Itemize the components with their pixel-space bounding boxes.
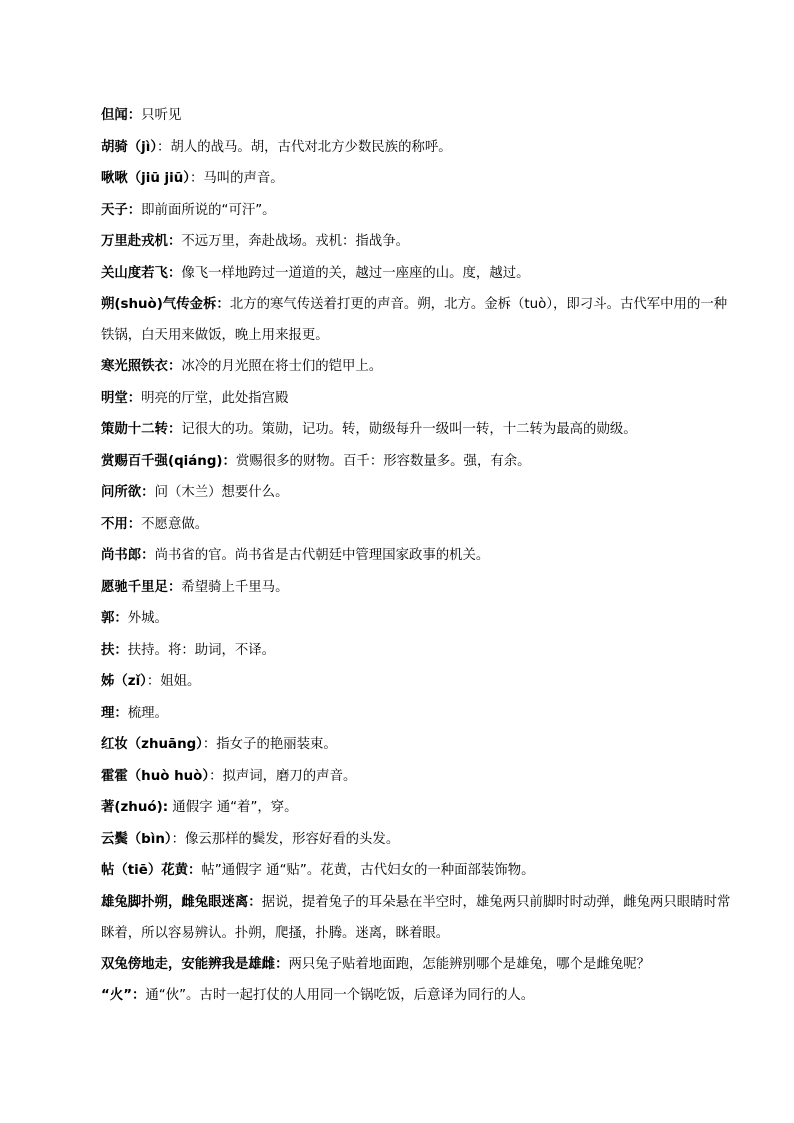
- annotation-definition: 梳理。: [127, 705, 168, 721]
- annotation-term: 关山度若飞：: [101, 265, 182, 281]
- annotation-entry: [101, 980, 731, 1012]
- annotation-term: 著(zhuó):: [101, 800, 169, 815]
- annotation-entry: [101, 163, 731, 195]
- annotation-entry: [101, 477, 731, 509]
- annotation-term: 尚书郎：: [101, 548, 155, 563]
- annotation-term: 郭：: [101, 611, 128, 626]
- annotation-definition: 外城。: [127, 611, 168, 626]
- annotation-term: 啾啾（jiū jiū）: [101, 171, 190, 186]
- annotation-entry: [101, 195, 731, 227]
- annotation-term: 雄兔脚扑朔，雌兔眼迷离：: [101, 894, 262, 910]
- annotation-term: 万里赴戎机：: [101, 234, 182, 249]
- annotation-definition: 通“伙”。古时一起打仗的人用同一个锅吃饭，后意译为同行的人。: [145, 988, 535, 1003]
- annotation-entry: [101, 635, 731, 667]
- annotation-term: 明堂：: [101, 390, 142, 406]
- annotation-entry: [101, 540, 731, 572]
- annotation-entry: [101, 698, 731, 730]
- annotation-definition: 记很大的功。策勋，记功。转，勋级每升一级叫一转，十二转为最高的勋级。: [181, 422, 637, 437]
- annotation-entry: [101, 351, 731, 383]
- annotation-entry: [101, 855, 731, 887]
- annotation-term: “火”：: [101, 988, 146, 1003]
- annotation-term: 愿驰千里足：: [101, 579, 182, 595]
- annotation-term: 但闻：: [101, 108, 142, 123]
- annotation-definition: ：指女子的艳丽装束。: [202, 737, 337, 752]
- annotation-entry: [101, 824, 731, 856]
- annotation-entry: [101, 414, 731, 446]
- annotation-definition: 据说，提着兔子的耳朵悬在半空时，雄兔两只前脚时时动弹，雌兔两只眼睛时常眯着，所以容易辨认。扑朔，爬搔，扑腾。迷离，眯着眼。: [101, 894, 731, 941]
- annotation-term: 云鬓（bìn）: [101, 831, 172, 847]
- annotation-entry: [101, 383, 731, 415]
- annotation-term: 霍霍（huò huò）: [101, 768, 210, 784]
- annotation-entry: [101, 226, 731, 258]
- annotation-definition: 不远万里，奔赴战场。戎机：指战争。: [181, 234, 409, 249]
- annotation-term: 朔(shuò)气传金柝：: [101, 297, 230, 312]
- annotation-definition: 不愿意做。: [141, 516, 209, 532]
- annotation-term: 姊（zǐ）: [101, 674, 147, 689]
- annotation-entry: [101, 572, 731, 604]
- annotation-term: 帖（tiē）花黄：: [101, 863, 202, 878]
- annotation-entry: [101, 666, 731, 698]
- annotation-definition: 两只兔子贴着地面跑，怎能辨别哪个是雄兔，哪个是雌兔呢？: [288, 956, 651, 972]
- annotation-term: 理：: [101, 705, 128, 721]
- annotation-definition: 像飞一样地跨过一道道的关，越过一座座的山。度，越过。: [181, 265, 530, 281]
- annotation-term: 问所欲：: [101, 485, 155, 500]
- annotation-entry: [101, 446, 731, 478]
- annotation-definition: 尚书省的官。尚书省是古代朝廷中管理国家政事的机关。: [154, 548, 490, 563]
- annotation-definition: ：像云那样的鬓发，形容好看的头发。: [171, 831, 400, 847]
- annotation-definition: 通假字 通“着”，穿。: [168, 800, 298, 815]
- annotation-entry: [101, 100, 731, 132]
- annotation-entry: [101, 761, 731, 793]
- annotation-entry: [101, 132, 731, 164]
- annotation-definition: ：马叫的声音。: [189, 171, 284, 186]
- annotation-definition: ：姐姐。: [146, 674, 201, 689]
- annotation-definition: 赏赐很多的财物。百千：形容数量多。强，有余。: [235, 453, 531, 469]
- annotation-entry: [101, 887, 731, 949]
- annotation-entry: [101, 289, 731, 351]
- annotation-definition: 即前面所说的“可汗”。: [141, 202, 276, 218]
- annotation-definition: 扶持。将：助词，不译。: [127, 642, 276, 658]
- annotation-term: 赏赐百千强(qiáng)：: [101, 453, 236, 469]
- annotation-entry: [101, 949, 731, 981]
- annotation-entry: [101, 729, 731, 761]
- annotation-term: 寒光照铁衣：: [101, 359, 182, 374]
- annotation-entry: [101, 603, 731, 635]
- annotation-term: 天子：: [101, 202, 142, 218]
- annotation-term: 双兔傍地走，安能辨我是雄雌：: [101, 956, 289, 972]
- annotation-definition: 明亮的厅堂，此处指宫殿: [141, 390, 289, 406]
- annotation-term: 策勋十二转：: [101, 422, 182, 437]
- annotation-definition: 只听见: [141, 108, 182, 123]
- annotation-definition: 北方的寒气传送着打更的声音。朔，北方。金柝（tuò），即刁斗。古代军中用的一种铁锅，白天用来做饭，晚上用来报更。: [101, 297, 728, 343]
- annotation-term: 胡骑（jì）: [101, 139, 158, 155]
- annotation-definition: ：胡人的战马。胡，古代对北方少数民族的称呼。: [157, 139, 452, 155]
- annotation-entry: [101, 509, 731, 541]
- annotation-definition: 冰冷的月光照在将士们的铠甲上。: [181, 359, 383, 374]
- annotation-definition: 问（木兰）想要什么。: [154, 485, 289, 500]
- annotation-definition: 希望骑上千里马。: [181, 579, 289, 595]
- annotation-term: 不用：: [101, 516, 142, 532]
- annotation-definition: 帖”通假字 通“贴”。花黄，古代妇女的一种面部装饰物。: [201, 863, 535, 878]
- annotation-entry: [101, 258, 731, 290]
- annotation-term: 红妆（zhuāng）: [101, 737, 203, 752]
- annotation-term: 扶：: [101, 642, 128, 658]
- annotation-definition: ：拟声词，磨刀的声音。: [209, 768, 357, 784]
- annotation-entry: [101, 792, 731, 824]
- annotation-list: [101, 100, 731, 1012]
